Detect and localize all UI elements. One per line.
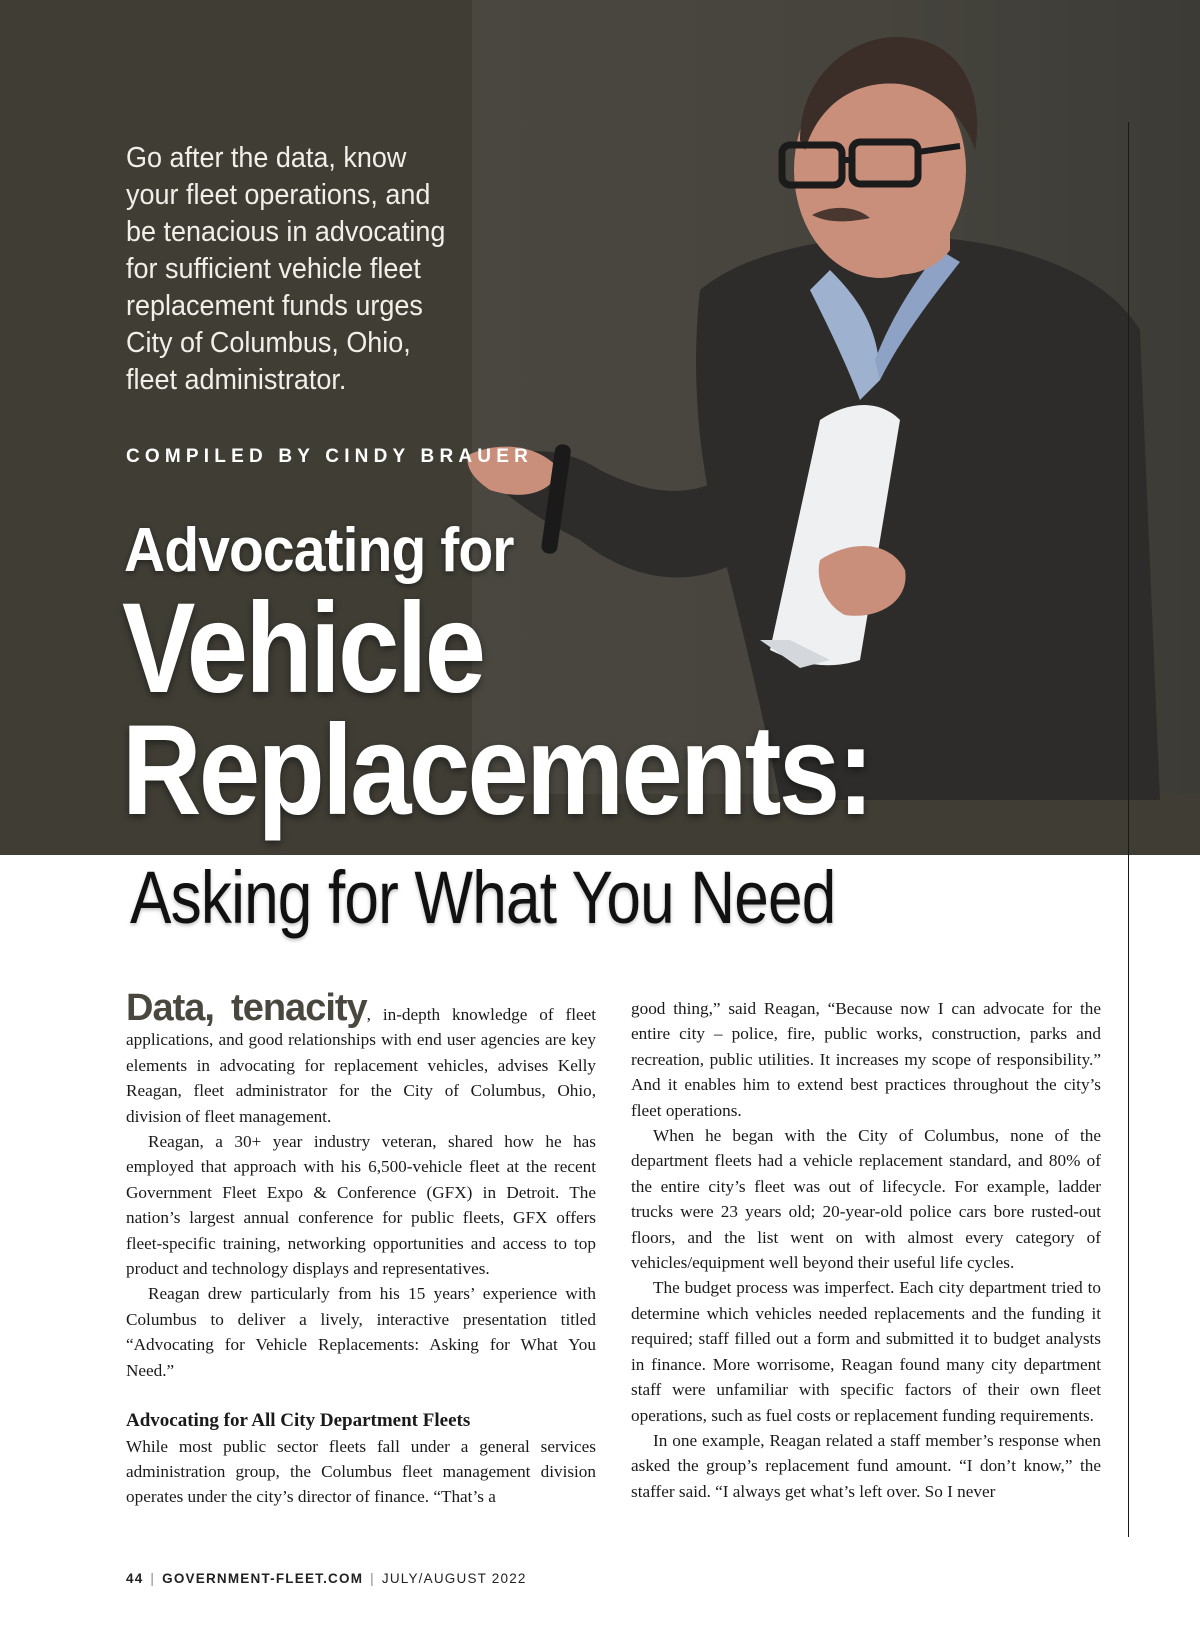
byline: COMPILED BY CINDY BRAUER [126,446,534,467]
column-rule [1128,122,1129,1537]
paragraph-7: The budget process was imperfect. Each city department tried to determine which vehicles needed replacements and the funding it required; staff filled out a form and submitted it to budget analysts in finance. More worrisome, Reagan found many city department staff were unfamiliar with specific factors of their own fleet operations, such as fuel costs or replacement funding requirements. [631,1278,1101,1425]
article-column-left [126,987,596,1510]
section-subhead: Advocating for All City Department Fleets [126,1410,471,1432]
article-column-right [631,996,1101,1504]
paragraph-2: Reagan, a 30+ year industry veteran, shared how he has employed that approach with his 6,500-vehicle fleet at the recent Government Fleet Expo & Conference (GFX) in Detroit. The nation’s largest annual conference for public fleets, GFX offers fleet-specific training, networking opportunities and access to top product and technology displays and representatives. [126,1132,596,1279]
paragraph-5: good thing,” said Reagan, “Because now I can advocate for the entire city – police, fire, public works, construction, parks and recreation, public utilities. It increases my scope of responsibility.” And it enables him to extend best practices throughout the city’s fleet operations. [631,999,1101,1120]
paragraph-3: Reagan drew particularly from his 15 years’ experience with Columbus to deliver a lively, interactive presentation titled “Advocating for Vehicle Replacements: Asking for What You Need.” [126,1284,596,1380]
paragraph-4: While most public sector fleets fall under a general services administration group, the Columbus fleet management division operates under the city’s director of finance. “That’s a [126,1436,596,1507]
paragraph-8: In one example, Reagan related a staff member’s response when asked the group’s replacement fund amount. “I don’t know,” the staffer said. “I always get what’s left over. So I never [631,1430,1101,1501]
paragraph-1-text: , in-depth knowledge of fleet applications, and good relationships with end user agencies are key elements in advocating for replacement vehicles, advises Kelly Reagan, fleet administrator for the City of Columbus, Ohio, division of fleet management. [126,1005,596,1126]
headline-line-3: Replacements: [122,699,872,842]
footer-site: GOVERNMENT-FLEET.COM [162,1571,364,1586]
deck-text: Go after the data, know your fleet operations, and be tenacious in advocating for sufficient vehicle fleet replacement funds urges City of Columbus, Ohio, fleet administrator. [126,142,446,396]
drop-leadin: Data, tenacity [126,987,367,1029]
page-footer [126,1571,527,1586]
headline-subtitle: Asking for What You Need [130,856,836,939]
page-number: 44 [126,1571,144,1586]
paragraph-6: When he began with the City of Columbus, none of the department fleets had a vehicle replacement standard, and 80% of the entire city’s fleet was out of lifecycle. For example, ladder trucks were 23 years old; 20-year-old police cars bore rusted-out floors, and the list went on with almost every category of vehicles/equipment well beyond their useful life cycles. [631,1126,1101,1273]
footer-issue: JULY/AUGUST 2022 [381,1571,527,1586]
footer-separator: | [150,1571,156,1586]
headline-line-2: Vehicle [122,577,484,720]
paragraph-1 [126,987,596,1129]
headline-line-1: Advocating for [124,516,514,585]
footer-separator-2: | [370,1571,375,1586]
